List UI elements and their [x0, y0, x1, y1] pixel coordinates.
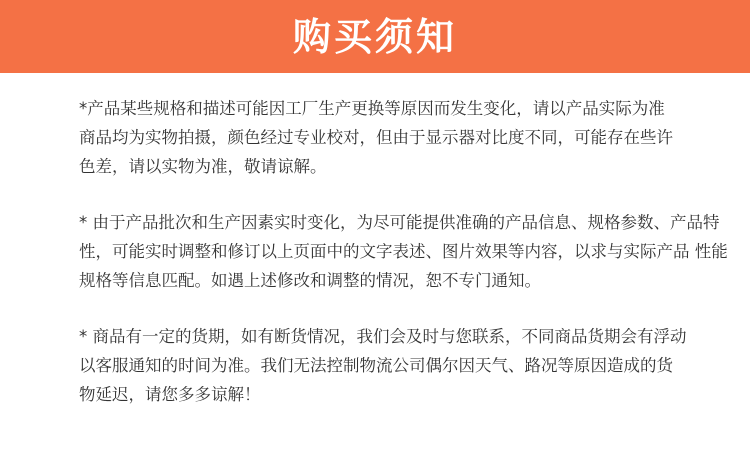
page-title: 购买须知	[292, 14, 457, 59]
notice-product-info-changes	[79, 208, 728, 295]
notice-line: * 商品有一定的货期，如有断货情况，我们会及时与您联系，不同商品货期会有浮动	[79, 327, 687, 346]
notice-line: 性，可能实时调整和修订以上页面中的文字表述、图片效果等内容，以求与实际产品 性能	[79, 242, 728, 261]
notice-line: 以客服通知的时间为准。我们无法控制物流公司偶尔因天气、路况等原因造成的货	[79, 356, 673, 375]
notice-line: *产品某些规格和描述可能因工厂生产更换等原因而发生变化，请以产品实际为准	[79, 99, 665, 118]
notice-line: 色差，请以实物为准，敬请谅解。	[79, 157, 327, 176]
notice-delivery-time	[79, 322, 687, 409]
notice-line: 物延迟，请您多多谅解！	[79, 385, 261, 404]
notice-product-variation	[79, 94, 679, 181]
notice-line: 商品均为实物拍摄，颜色经过专业校对，但由于显示器对比度不同，可能存在些许	[79, 128, 673, 147]
notice-line: 规格等信息匹配。如遇上述修改和调整的情况，恕不专门通知。	[79, 271, 541, 290]
header-banner	[0, 0, 750, 73]
notice-line: * 由于产品批次和生产因素实时变化，为尽可能提供准确的产品信息、规格参数、产品特	[79, 213, 720, 232]
